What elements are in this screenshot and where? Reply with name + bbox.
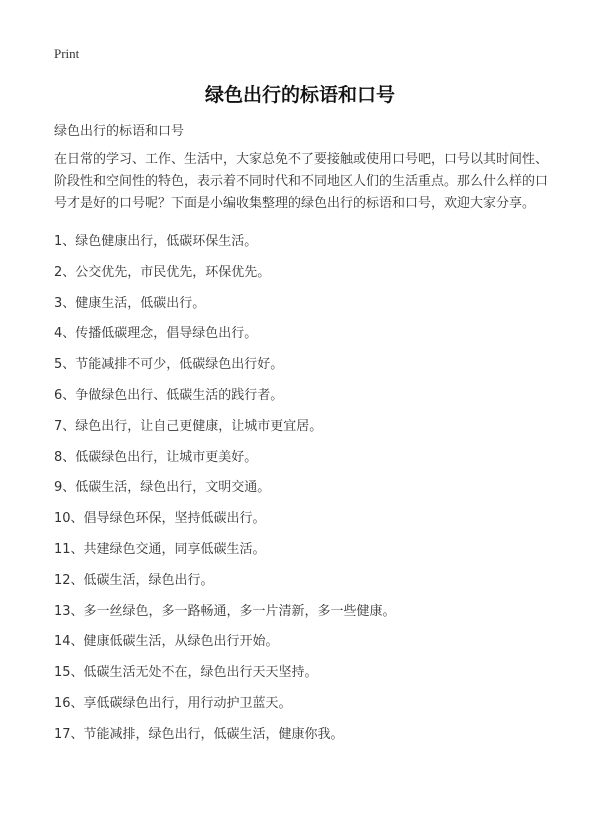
slogan-item: 7、绿色出行，让自己更健康，让城市更宜居。 xyxy=(54,418,323,434)
slogan-item: 6、争做绿色出行、低碳生活的践行者。 xyxy=(54,387,284,403)
slogan-item: 5、节能减排不可少，低碳绿色出行好。 xyxy=(54,357,284,373)
slogan-item: 1、绿色健康出行，低碳环保生活。 xyxy=(54,234,258,249)
slogan-item: 9、低碳生活，绿色出行，文明交通。 xyxy=(54,480,271,496)
slogan-item: 12、低碳生活，绿色出行。 xyxy=(54,572,214,588)
slogan-item: 3、健康生活，低碳出行。 xyxy=(54,295,206,311)
print-label: Print xyxy=(54,46,80,61)
slogan-item: 15、低碳生活无处不在，绿色出行天天坚持。 xyxy=(54,665,318,681)
document-title: 绿色出行的标语和口号 xyxy=(204,84,395,106)
slogan-item: 17、节能减排，绿色出行，低碳生活，健康你我。 xyxy=(54,726,344,742)
slogan-item: 4、传播低碳理念，倡导绿色出行。 xyxy=(54,326,258,342)
document-subtitle: 绿色出行的标语和口号 xyxy=(54,124,185,139)
intro-paragraph: 在日常的学习、工作、生活中，大家总免不了要接触或使用口号吧，口号以其时间性、阶段性和空间性的特色，表示着不同时代和不同地区人们的生活重点。那么什么样的口号才是好的口号呢？下面是小编收集整理的绿色出行的标语和口号，欢迎大家分享。 xyxy=(54,152,549,211)
slogan-item: 14、健康低碳生活，从绿色出行开始。 xyxy=(54,634,279,650)
slogan-item: 13、多一丝绿色，多一路畅通，多一片清新，多一些健康。 xyxy=(54,603,396,619)
slogan-item: 2、公交优先，市民优先，环保优先。 xyxy=(54,264,271,280)
slogan-list xyxy=(54,233,554,757)
slogan-item: 16、享低碳绿色出行，用行动护卫蓝天。 xyxy=(54,695,292,711)
slogan-item: 10、倡导绿色环保，坚持低碳出行。 xyxy=(54,511,266,527)
slogan-item: 11、共建绿色交通，同享低碳生活。 xyxy=(54,541,266,557)
slogan-item: 8、低碳绿色出行，让城市更美好。 xyxy=(54,449,258,465)
